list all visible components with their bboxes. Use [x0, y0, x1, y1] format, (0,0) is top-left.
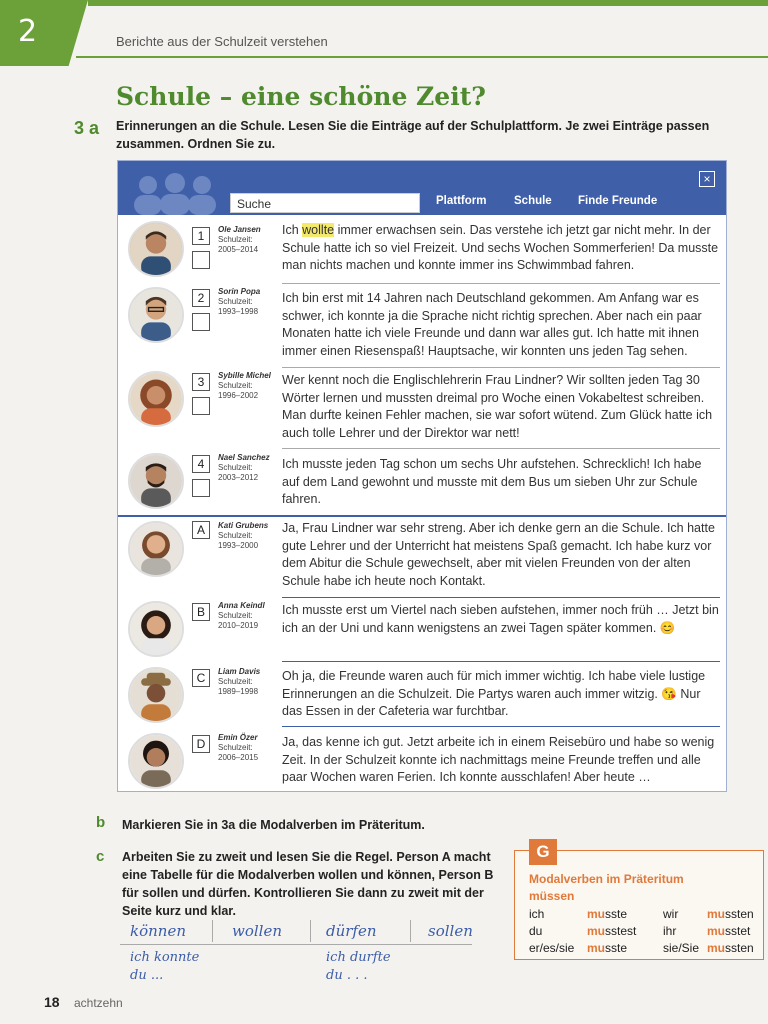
person-name: Kati Grubens	[218, 521, 269, 530]
verb-form	[587, 941, 627, 955]
entry-text	[282, 222, 720, 275]
table-divider	[310, 920, 311, 942]
instruction-line: Arbeiten Sie zu zweit und lesen Sie die Regel. Person A macht	[122, 850, 491, 864]
grammar-title	[529, 871, 684, 905]
pronoun: sie/Sie	[663, 941, 700, 955]
school-years: 2006–2015	[218, 753, 259, 762]
exercise-b-label: b	[96, 814, 106, 831]
verb-stem: mu	[707, 907, 725, 921]
verb-stem: mu	[707, 924, 725, 938]
entry-text: Ja, Frau Lindner war sehr streng. Aber ich denke gern an die Schule. Ich hatte gute Lehrer und der Unterricht hat meistens Spaß gemacht. Ich habe kurz vor dem Abitur die Schule gewechselt, aber mit vielen Freunden von der alten Schule habe ich heute noch Kontakt.	[282, 521, 715, 588]
avatar	[128, 601, 184, 657]
entry-text: Ich bin erst mit 14 Jahren nach Deutschland gekommen. Am Anfang war es schwer, ich konnte ja die Sprache nicht richtig sprechen. Aber nach ein paar Monaten hatte ich viele Freunde und dann war alles gut. Ich hatte mit ihnen immer einen Riesenspaß! Hauptsache, wir konnten uns jeden Tag sehen.	[282, 291, 702, 358]
section-divider	[118, 515, 726, 517]
person-info	[218, 667, 282, 697]
person-info	[218, 601, 282, 631]
exercise-3a-number: 3 a	[74, 118, 100, 138]
instruction-line: eine Tabelle für die Modalverben wollen und können, Person B	[122, 868, 494, 882]
table-divider	[212, 920, 213, 942]
verb-stem: mu	[707, 941, 725, 955]
col-header-koennen: können	[130, 922, 186, 940]
person-name: Liam Davis	[218, 667, 261, 676]
answer-checkbox[interactable]	[192, 479, 210, 497]
person-name: Nael Sanchez	[218, 453, 270, 462]
exercise-3a-instruction	[116, 117, 726, 153]
exercise-c-instruction	[122, 848, 502, 920]
instruction-line: Seite kurz und klar.	[122, 904, 236, 918]
school-label: Schulzeit:	[218, 463, 253, 472]
person-info	[218, 287, 282, 317]
verb-ending: sstest	[605, 924, 637, 938]
school-label: Schulzeit:	[218, 297, 253, 306]
school-years: 1993–1998	[218, 307, 259, 316]
instruction-line: Erinnerungen an die Schule. Lesen Sie die Einträge auf der Schulplattform. Je zwei Einträge passen	[116, 119, 710, 133]
grammar-box	[514, 842, 764, 960]
verb-form	[587, 924, 636, 938]
entry-divider	[282, 283, 720, 284]
instruction-line: für sollen und dürfen. Kontrollieren Sie dann zu zweit mit der	[122, 886, 484, 900]
entry-label: D	[192, 735, 210, 753]
entry-text: Wer kennt noch die Englischlehrerin Frau Lindner? Wir sollten jeden Tag 30 Wörter lernen und mussten dreimal pro Woche einen Vokabeltest schreiben. Man durfte keinen Fehler machen, sie war sofort wütend. Zum Glück hatte ich auch tolle Lehrer und der Direktor war nett!	[282, 373, 713, 440]
table-cell: ich durfte	[326, 950, 391, 965]
nav-schule[interactable]: Schule	[514, 195, 552, 207]
exercise-b-instruction: Markieren Sie in 3a die Modalverben im Präteritum.	[122, 818, 425, 832]
person-info	[218, 453, 282, 483]
person-name: Sybille Michel	[218, 371, 271, 380]
header-top-line	[88, 0, 768, 6]
people-silhouette-icon	[130, 171, 220, 215]
person-info	[218, 521, 282, 551]
entry-divider	[282, 448, 720, 449]
avatar	[128, 287, 184, 343]
verb-stem: mu	[587, 941, 605, 955]
col-header-wollen: wollen	[232, 922, 283, 940]
entry-text: Ja, das kenne ich gut. Jetzt arbeite ich in einem Reisebüro und habe so wenig Zeit. In der Schulzeit konnte ich nachmittags meine Freunde treffen und alle paar Wochen waren Ferien. Ich konnte ausschlafen! Aber heute …	[282, 735, 715, 784]
school-label: Schulzeit:	[218, 677, 253, 686]
entry-label: A	[192, 521, 210, 539]
entry-divider	[282, 367, 720, 368]
exercise-c-label: c	[96, 848, 105, 865]
verb-stem: mu	[587, 907, 605, 921]
text-part: immer erwachsen sein. Das verstehe ich jetzt gar nicht mehr. In der Schule hatte ich so viel Freizeit. Und sechs Wochen Sommerferien! Da musste man nichts machen und konnte immer ins Schwimmbad fahren.	[282, 223, 719, 272]
pronoun: wir	[663, 907, 679, 921]
avatar	[128, 733, 184, 789]
entry-divider	[282, 597, 720, 598]
header-band	[0, 0, 768, 62]
school-years: 1989–1998	[218, 687, 259, 696]
answer-checkbox[interactable]	[192, 397, 210, 415]
close-icon[interactable]: ×	[699, 171, 715, 187]
verb-form	[707, 941, 754, 955]
handwritten-table	[120, 918, 472, 986]
verb-ending: ssten	[725, 907, 754, 921]
school-label: Schulzeit:	[218, 381, 253, 390]
table-rule	[120, 944, 472, 945]
grammar-tag: G	[529, 839, 557, 865]
verb-ending: ssten	[725, 941, 754, 955]
school-platform	[117, 160, 727, 792]
platform-header	[118, 161, 726, 215]
avatar	[128, 667, 184, 723]
verb-ending: sste	[605, 907, 628, 921]
school-label: Schulzeit:	[218, 743, 253, 752]
school-label: Schulzeit:	[218, 611, 253, 620]
nav-finde-freunde[interactable]: Finde Freunde	[578, 195, 658, 207]
verb-ending: sstet	[725, 924, 751, 938]
person-info	[218, 733, 282, 763]
school-label: Schulzeit:	[218, 531, 253, 540]
entry-divider	[282, 661, 720, 662]
person-name: Emin Özer	[218, 733, 258, 742]
person-info	[218, 371, 282, 401]
school-years: 1993–2000	[218, 541, 259, 550]
answer-checkbox[interactable]	[192, 313, 210, 331]
table-divider	[410, 920, 411, 942]
verb-stem: mu	[587, 924, 605, 938]
nav-plattform[interactable]: Plattform	[436, 195, 487, 207]
avatar	[128, 453, 184, 509]
page-number: 18	[44, 994, 60, 1010]
person-info	[218, 225, 282, 255]
header-rule	[76, 56, 768, 58]
text-part: Ich	[282, 223, 303, 237]
school-years: 1996–2002	[218, 391, 259, 400]
verb-form	[587, 907, 627, 921]
verb-form	[707, 907, 754, 921]
pronoun: ihr	[663, 924, 677, 938]
answer-checkbox[interactable]	[192, 251, 210, 269]
table-cell: du . . .	[326, 968, 368, 983]
pronoun: du	[529, 924, 543, 938]
school-years: 2003–2012	[218, 473, 259, 482]
verb-form	[707, 924, 750, 938]
page-title: Schule – eine schöne Zeit?	[116, 82, 486, 111]
school-label: Schulzeit:	[218, 235, 253, 244]
section-title: Berichte aus der Schulzeit verstehen	[116, 34, 328, 49]
instruction-line: zusammen. Ordnen Sie zu.	[116, 137, 276, 151]
entry-label: 2	[192, 289, 210, 307]
entry-label: B	[192, 603, 210, 621]
avatar	[128, 371, 184, 427]
entry-label: C	[192, 669, 210, 687]
person-name: Anna Keindl	[218, 601, 265, 610]
verb-ending: sste	[605, 941, 628, 955]
avatar	[128, 521, 184, 577]
col-header-sollen: sollen	[428, 922, 473, 940]
school-years: 2005–2014	[218, 245, 259, 254]
entry-text: Ich musste jeden Tag schon um sechs Uhr aufstehen. Schrecklich! Ich habe auf dem Land gewohnt und musste mit dem Bus um sieben Uhr zur Schule fahren.	[282, 457, 702, 506]
page-number-word: achtzehn	[74, 996, 123, 1010]
search-input[interactable]: Suche	[230, 193, 420, 213]
entry-label: 3	[192, 373, 210, 391]
entry-divider	[282, 726, 720, 727]
pronoun: er/es/sie	[529, 941, 575, 955]
chapter-number: 2	[18, 14, 38, 49]
person-name: Ole Jansen	[218, 225, 261, 234]
avatar	[128, 221, 184, 277]
pronoun: ich	[529, 907, 545, 921]
entry-label: 1	[192, 227, 210, 245]
person-name: Sorin Popa	[218, 287, 261, 296]
table-cell: du ...	[130, 968, 164, 983]
grammar-title-line: Modalverben im Präteritum	[529, 872, 684, 886]
entry-text: Ich musste erst um Viertel nach sieben aufstehen, immer noch früh … Jetzt bin ich an der Uni und kann wenigstens an zwei Tagen später kommen. 😊	[282, 603, 719, 635]
entry-label: 4	[192, 455, 210, 473]
col-header-duerfen: dürfen	[326, 922, 377, 940]
table-cell: ich konnte	[130, 950, 200, 965]
grammar-title-line: müssen	[529, 889, 575, 903]
entry-text: Oh ja, die Freunde waren auch für mich immer wichtig. Ich habe viele lustige Erinnerungen an die Schulzeit. Die Partys waren auch immer witzig. 😘 Nur das Essen in der Cafeteria war furchtbar.	[282, 669, 706, 718]
school-years: 2010–2019	[218, 621, 259, 630]
highlighted-modal-verb: wollte	[302, 223, 335, 237]
